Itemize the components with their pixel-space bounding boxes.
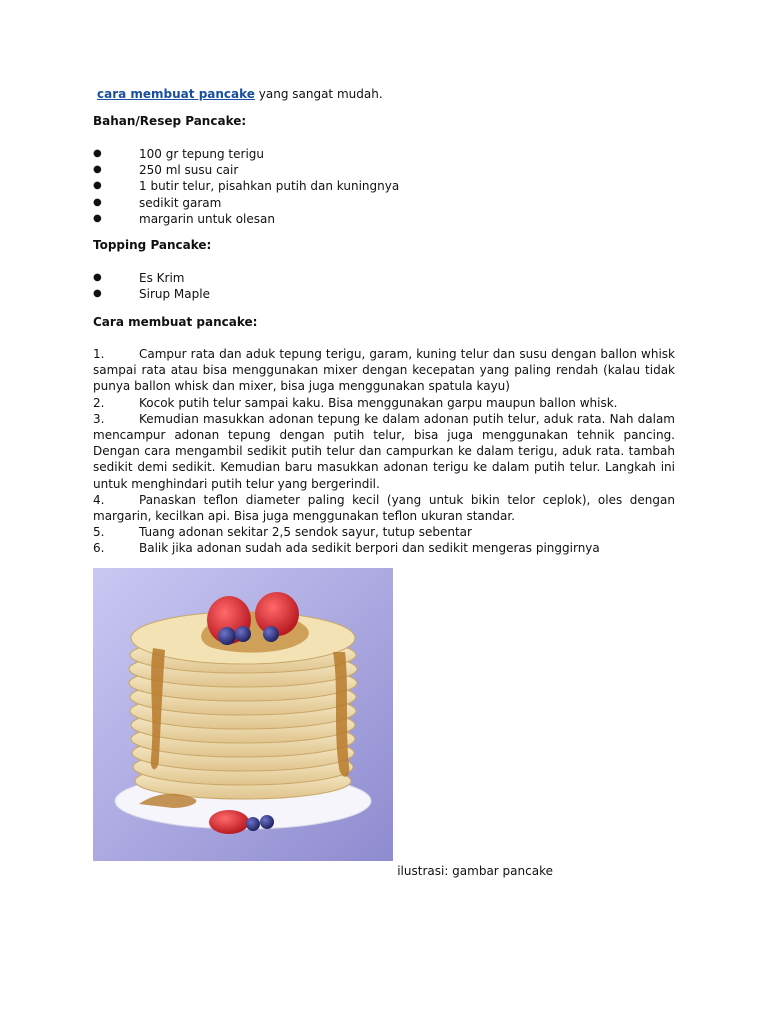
list-item: ● sedikit garam: [93, 195, 222, 210]
step-text: Campur rata dan aduk tepung terigu, garam, kuning telur dan susu dengan ballon whisk sampai rata atau bisa menggunakan mixer dengan kecepatan yang paling rendah (kalau tidak punya ballon whisk dan mixer, bisa juga menggunakan spatula kayu): [93, 347, 675, 394]
recipe-link[interactable]: cara membuat pancake: [97, 87, 255, 101]
intro-text: yang sangat mudah.: [254, 87, 383, 101]
topping-heading: Topping Pancake:: [93, 238, 212, 252]
pancake-image: [93, 568, 393, 861]
step-number: 5.: [93, 525, 105, 540]
cara-heading: Cara membuat pancake:: [93, 315, 258, 329]
list-item: ● margarin untuk olesan: [93, 211, 275, 226]
intro-line: [93, 86, 383, 102]
bullet-icon: ●: [93, 272, 102, 283]
steps-list: [93, 346, 675, 557]
step-item: [93, 346, 675, 395]
bullet-icon: ●: [93, 212, 102, 224]
step-item: [93, 411, 675, 492]
step-text: Kemudian masukkan adonan tepung ke dalam adonan putih telur, aduk rata. Nah dalam mencampur adonan tepung dengan putih telur, bisa juga menggunakan tehnik pancing. Dengan cara mengambil sedikit putih telur dan campurkan ke dalam terigu, aduk rata. tambah sedikit demi sedikit. Kemudian baru masukkan adonan terigu ke dalam putih telur. Langkah ini untuk menghindari putih telur yang bergerindil.: [93, 411, 675, 491]
list-item: ● 250 ml susu cair: [93, 163, 239, 178]
step-item: [93, 524, 675, 540]
list-item: ● 1 butir telur, pisahkan putih dan kuningnya: [93, 179, 400, 194]
topping-list: [93, 270, 210, 302]
list-item: ● Sirup Maple: [93, 287, 210, 302]
step-text: Tuang adonan sekitar 2,5 sendok sayur, tutup sebentar: [139, 525, 472, 540]
bullet-icon: ●: [93, 148, 102, 159]
bullet-icon: ●: [93, 180, 102, 192]
step-number: 6.: [93, 541, 105, 556]
step-number: 3.: [93, 411, 105, 426]
step-text: Panaskan teflon diameter paling kecil (yang untuk bikin telor ceplok), oles dengan margarin, kecilkan api. Bisa juga menggunakan teflon ukuran standar.: [93, 492, 675, 524]
bahan-list: [93, 146, 399, 227]
step-text: Kocok putih telur sampai kaku. Bisa menggunakan garpu maupun ballon whisk.: [139, 395, 618, 410]
step-text: Balik jika adonan sudah ada sedikit berpori dan sedikit mengeras pinggirnya: [139, 541, 600, 556]
step-number: 1.: [93, 347, 105, 361]
list-item: ● 100 gr tepung terigu: [93, 147, 265, 161]
step-item: [93, 492, 675, 524]
bahan-heading: Bahan/Resep Pancake:: [93, 114, 247, 128]
bullet-icon: ●: [93, 164, 102, 176]
step-number: 2.: [93, 395, 105, 410]
image-caption: ilustrasi: gambar pancake: [397, 864, 553, 878]
bullet-icon: ●: [93, 196, 102, 208]
bullet-icon: ●: [93, 288, 102, 300]
step-number: 4.: [93, 492, 105, 507]
step-item: [93, 395, 675, 411]
step-item: [93, 540, 675, 556]
list-item: ● Es Krim: [93, 271, 185, 285]
